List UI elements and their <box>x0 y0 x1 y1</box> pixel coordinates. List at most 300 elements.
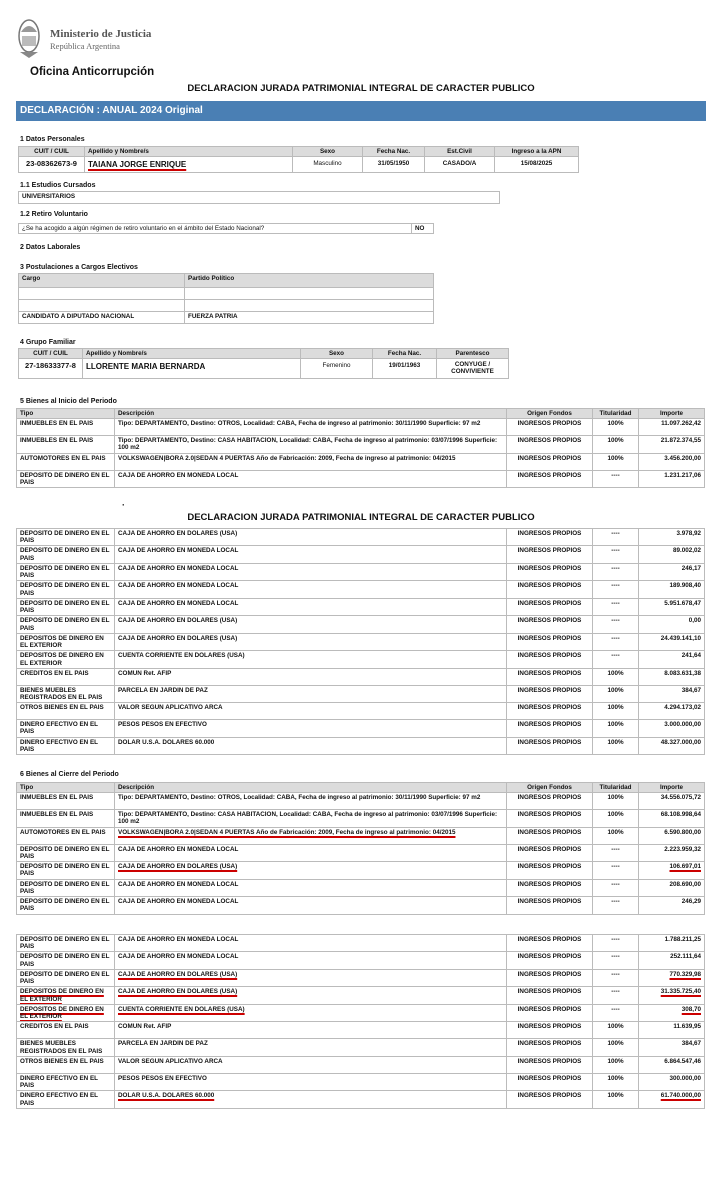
tipo-cell-text: DINERO EFECTIVO EN EL PAIS <box>20 721 98 736</box>
descripcion-cell <box>115 598 507 615</box>
descripcion-cell-text: PESOS PESOS EN EFECTIVO <box>118 721 207 729</box>
col-est-civil: Est.Civil <box>425 147 495 157</box>
importe-cell-text: 8.083.631,38 <box>664 669 701 677</box>
origen-cell <box>507 810 593 827</box>
titularidad-cell <box>593 436 639 453</box>
table-row <box>17 844 705 861</box>
titularidad-cell-text: 100% <box>607 420 624 428</box>
table-row <box>17 470 705 487</box>
tipo-cell <box>17 737 115 754</box>
parentesco-line2: CONVIVIENTE <box>451 368 494 376</box>
importe-cell <box>639 598 705 615</box>
descripcion-cell-text: CAJA DE AHORRO EN MONEDA LOCAL <box>118 953 239 961</box>
tipo-cell <box>17 793 115 810</box>
descripcion-cell <box>115 737 507 754</box>
origen-cell-text: INGRESOS PROPIOS <box>517 530 582 537</box>
titularidad-cell <box>593 1004 639 1021</box>
origen-cell-text: INGRESOS PROPIOS <box>517 1074 582 1082</box>
origen-cell-text: INGRESOS PROPIOS <box>517 634 582 642</box>
titularidad-cell-text: 100% <box>607 828 624 836</box>
descripcion-cell-text: Tipo: DEPARTAMENTO, Destino: CASA HABITACION, Localidad: CABA, Fecha de ingreso al patrimonio: 03/07/1996 Superficie: 100 m2 <box>118 437 498 452</box>
descripcion-cell-text: CAJA DE AHORRO EN MONEDA LOCAL <box>118 880 239 888</box>
importe-cell <box>639 793 705 810</box>
origen-cell <box>507 581 593 598</box>
titularidad-cell-text: ---- <box>611 880 620 888</box>
col-tipo: Tipo <box>17 409 115 419</box>
col-fecha-familiar: Fecha Nac. <box>373 349 437 359</box>
col-titularidad: Titularidad <box>593 409 639 419</box>
descripcion-cell-text: CAJA DE AHORRO EN MONEDA LOCAL <box>118 936 239 943</box>
descripcion-cell-text: CAJA DE AHORRO EN DOLARES (USA) <box>118 970 238 978</box>
titularidad-cell <box>593 1073 639 1090</box>
datos-personales-table <box>18 146 579 173</box>
tipo-cell-text: INMUEBLES EN EL PAIS <box>20 420 94 428</box>
section-postulaciones: 3 Postulaciones a Cargos Electivos <box>20 264 138 271</box>
titularidad-cell <box>593 581 639 598</box>
cuit-value: 23-08362673-9 <box>19 157 85 173</box>
importe-cell <box>639 563 705 580</box>
bienes-inicio-continued-body <box>17 529 705 755</box>
table-row <box>17 969 705 986</box>
descripcion-cell <box>115 1004 507 1021</box>
tipo-cell <box>17 419 115 436</box>
origen-cell-text: INGRESOS PROPIOS <box>517 704 582 712</box>
origen-cell-text: INGRESOS PROPIOS <box>517 582 582 590</box>
section-datos-personales: 1 Datos Personales <box>20 136 85 143</box>
importe-cell <box>639 703 705 720</box>
importe-cell-text: 68.108.998,64 <box>660 811 701 819</box>
table-row <box>17 668 705 685</box>
importe-cell-text: 384,67 <box>681 686 701 694</box>
origen-cell <box>507 987 593 1004</box>
titularidad-cell <box>593 969 639 986</box>
descripcion-cell-text: CAJA DE AHORRO EN DOLARES (USA) <box>118 634 238 642</box>
section-bienes-inicio: 5 Bienes al Inicio del Periodo <box>20 398 117 405</box>
importe-cell-text: 0,00 <box>688 617 701 625</box>
col-sexo-familiar: Sexo <box>301 349 373 359</box>
retiro-answer: NO <box>412 224 434 234</box>
titularidad-cell-text: ---- <box>611 936 620 943</box>
importe-cell-text: 3.978,92 <box>676 530 701 537</box>
descripcion-cell <box>115 470 507 487</box>
origen-cell-text: INGRESOS PROPIOS <box>517 1092 582 1100</box>
descripcion-cell <box>115 862 507 879</box>
descripcion-cell-text: DOLAR U.S.A. DOLARES 60.000 <box>118 1092 215 1100</box>
partido-value: FUERZA PATRIA <box>185 312 434 324</box>
table-row <box>17 935 705 952</box>
titularidad-cell <box>593 419 639 436</box>
table-row <box>17 581 705 598</box>
titularidad-cell <box>593 1039 639 1056</box>
origen-cell-text: INGRESOS PROPIOS <box>517 1040 582 1048</box>
col-origen-cierre: Origen Fondos <box>507 783 593 793</box>
titularidad-cell-text: ---- <box>611 530 620 537</box>
retiro-question: ¿Se ha acogido a algún régimen de retiro voluntario en el ámbito del Estado Nacional? <box>19 224 412 234</box>
table-row <box>17 720 705 737</box>
descripcion-cell-text: DOLAR U.S.A. DOLARES 60.000 <box>118 738 215 746</box>
fecha-familiar-value: 19/01/1963 <box>373 359 437 378</box>
tipo-cell <box>17 862 115 879</box>
descripcion-cell <box>115 546 507 563</box>
table-row <box>17 633 705 650</box>
tipo-cell-text: DINERO EFECTIVO EN EL PAIS <box>20 1074 98 1090</box>
table-row <box>17 616 705 633</box>
origen-cell <box>507 844 593 861</box>
descripcion-cell <box>115 969 507 986</box>
importe-cell <box>639 529 705 546</box>
bienes-inicio-body <box>17 419 705 488</box>
importe-cell <box>639 987 705 1004</box>
col-titularidad-cierre: Titularidad <box>593 783 639 793</box>
descripcion-cell-text: CAJA DE AHORRO EN DOLARES (USA) <box>118 988 238 996</box>
importe-cell-text: 11.097.262,42 <box>661 420 701 428</box>
origen-cell <box>507 935 593 952</box>
col-importe-cierre: Importe <box>639 783 705 793</box>
descripcion-cell <box>115 827 507 844</box>
origen-cell-text: INGRESOS PROPIOS <box>517 970 582 978</box>
importe-cell-text: 208.690,00 <box>669 880 701 888</box>
titularidad-cell <box>593 793 639 810</box>
ingreso-apn-value: 15/08/2025 <box>495 157 579 173</box>
tipo-cell <box>17 879 115 896</box>
tipo-cell <box>17 969 115 986</box>
importe-cell-text: 34.556.075,72 <box>660 794 701 802</box>
tipo-cell <box>17 546 115 563</box>
tipo-cell-text: DEPOSITO DE DINERO EN EL PAIS <box>20 970 110 986</box>
tipo-cell <box>17 598 115 615</box>
importe-cell <box>639 581 705 598</box>
importe-cell-text: 11.639,95 <box>673 1023 701 1031</box>
importe-cell <box>639 616 705 633</box>
titularidad-cell <box>593 987 639 1004</box>
tipo-cell <box>17 827 115 844</box>
descripcion-cell-text: VOLKSWAGEN|BORA 2.0|SEDAN 4 PUERTAS Año de Fabricación: 2009, Fecha de ingreso al patrimonio: 04/2015 <box>118 828 456 836</box>
descripcion-cell <box>115 952 507 969</box>
origen-cell <box>507 685 593 702</box>
titularidad-cell <box>593 862 639 879</box>
estudios-value: UNIVERSITARIOS <box>19 192 500 204</box>
tipo-cell <box>17 720 115 737</box>
importe-cell <box>639 1056 705 1073</box>
descripcion-cell <box>115 581 507 598</box>
titularidad-cell <box>593 616 639 633</box>
titularidad-cell-text: 100% <box>607 794 624 802</box>
table-row <box>17 546 705 563</box>
descripcion-cell-text: PESOS PESOS EN EFECTIVO <box>118 1074 207 1082</box>
postulacion-empty-1b <box>185 288 434 300</box>
origen-cell-text: INGRESOS PROPIOS <box>517 880 582 888</box>
descripcion-cell-text: Tipo: DEPARTAMENTO, Destino: OTROS, Localidad: CABA, Fecha de ingreso al patrimonio: 30/11/1990 Superficie: 97 m2 <box>118 420 481 428</box>
titularidad-cell-text: ---- <box>611 863 620 871</box>
tipo-cell-text: DEPOSITO DE DINERO EN EL PAIS <box>20 953 110 968</box>
ministry-logo <box>18 14 40 60</box>
postulacion-empty-2a <box>19 300 185 312</box>
titularidad-cell-text: ---- <box>611 564 620 572</box>
tipo-cell-text: DEPOSITO DE DINERO EN EL PAIS <box>20 617 110 632</box>
importe-cell <box>639 651 705 668</box>
titularidad-cell <box>593 453 639 470</box>
importe-cell-text: 3.000.000,00 <box>664 721 701 729</box>
table-row <box>17 1056 705 1073</box>
declaration-banner-text: DECLARACIÓN : ANUAL 2024 Original <box>20 105 203 116</box>
table-row <box>17 897 705 914</box>
origen-cell-text: INGRESOS PROPIOS <box>517 686 582 694</box>
col-fecha-nac: Fecha Nac. <box>363 147 425 157</box>
importe-cell-text: 89.002,02 <box>672 547 701 555</box>
tipo-cell <box>17 1039 115 1056</box>
tipo-cell-text: DEPOSITO DE DINERO EN EL PAIS <box>20 863 110 878</box>
tipo-cell-text: OTROS BIENES EN EL PAIS <box>20 1057 104 1065</box>
titularidad-cell-text: 100% <box>607 686 624 694</box>
origen-cell <box>507 827 593 844</box>
origen-cell <box>507 633 593 650</box>
titularidad-cell <box>593 827 639 844</box>
titularidad-cell <box>593 546 639 563</box>
origen-cell-text: INGRESOS PROPIOS <box>517 738 582 746</box>
titularidad-cell-text: ---- <box>611 634 620 642</box>
origen-cell-text: INGRESOS PROPIOS <box>517 898 582 906</box>
bienes-inicio-table <box>16 408 705 488</box>
importe-cell <box>639 1091 705 1108</box>
tipo-cell <box>17 1091 115 1108</box>
titularidad-cell <box>593 685 639 702</box>
titularidad-cell-text: ---- <box>611 988 620 996</box>
importe-cell <box>639 827 705 844</box>
importe-cell <box>639 419 705 436</box>
titularidad-cell-text: 100% <box>607 1092 624 1100</box>
origen-cell-text: INGRESOS PROPIOS <box>517 669 582 677</box>
importe-cell-text: 241,64 <box>681 652 701 660</box>
importe-cell <box>639 1004 705 1021</box>
table-row <box>17 1039 705 1056</box>
origen-cell-text: INGRESOS PROPIOS <box>517 1057 582 1065</box>
tipo-cell <box>17 1004 115 1021</box>
importe-cell <box>639 969 705 986</box>
descripcion-cell <box>115 879 507 896</box>
sexo-familiar-value: Femenino <box>301 359 373 378</box>
tipo-cell <box>17 685 115 702</box>
table-row <box>17 810 705 827</box>
tipo-cell <box>17 668 115 685</box>
tipo-cell-text: AUTOMOTORES EN EL PAIS <box>20 454 106 462</box>
tipo-cell <box>17 935 115 952</box>
titularidad-cell <box>593 668 639 685</box>
origen-cell <box>507 563 593 580</box>
tipo-cell-text: INMUEBLES EN EL PAIS <box>20 794 94 802</box>
tipo-cell <box>17 563 115 580</box>
descripcion-cell <box>115 1022 507 1039</box>
titularidad-cell-text: ---- <box>611 652 620 660</box>
importe-cell <box>639 633 705 650</box>
estudios-table <box>18 191 500 204</box>
origen-cell <box>507 1004 593 1021</box>
table-row <box>17 1022 705 1039</box>
titularidad-cell <box>593 897 639 914</box>
tipo-cell <box>17 616 115 633</box>
importe-cell-text: 4.294.173,02 <box>664 704 701 712</box>
importe-cell <box>639 436 705 453</box>
titularidad-cell-text: 100% <box>607 738 624 746</box>
titularidad-cell-text: 100% <box>607 669 624 677</box>
descripcion-cell <box>115 793 507 810</box>
bienes-cierre-continued-body <box>17 935 705 1109</box>
col-origen: Origen Fondos <box>507 409 593 419</box>
section-retiro: 1.2 Retiro Voluntario <box>20 211 88 218</box>
descripcion-cell-text: COMUN Ret. AFIP <box>118 1023 172 1031</box>
nombre-text: TAIANA JORGE ENRIQUE <box>88 160 187 170</box>
titularidad-cell-text: ---- <box>611 845 620 853</box>
descripcion-cell <box>115 703 507 720</box>
titularidad-cell-text: ---- <box>611 547 620 555</box>
importe-cell <box>639 1073 705 1090</box>
descripcion-cell-text: PARCELA EN JARDIN DE PAZ <box>118 686 208 694</box>
tipo-cell <box>17 1022 115 1039</box>
descripcion-cell-text: CAJA DE AHORRO EN DOLARES (USA) <box>118 530 238 537</box>
origen-cell-text: INGRESOS PROPIOS <box>517 564 582 572</box>
origen-cell-text: INGRESOS PROPIOS <box>517 1023 582 1031</box>
titularidad-cell <box>593 737 639 754</box>
tipo-cell-text: DEPOSITO DE DINERO EN EL PAIS <box>20 530 110 545</box>
tipo-cell <box>17 897 115 914</box>
titularidad-cell-text: ---- <box>611 970 620 978</box>
origen-cell <box>507 737 593 754</box>
descripcion-cell-text: Tipo: DEPARTAMENTO, Destino: CASA HABITACION, Localidad: CABA, Fecha de ingreso al patrimonio: 03/07/1996 Superficie: 100 m2 <box>118 811 498 826</box>
col-cargo: Cargo <box>19 274 185 288</box>
importe-cell <box>639 546 705 563</box>
origen-cell <box>507 436 593 453</box>
origen-cell <box>507 703 593 720</box>
origen-cell <box>507 793 593 810</box>
tipo-cell <box>17 1073 115 1090</box>
titularidad-cell <box>593 470 639 487</box>
table-row <box>17 685 705 702</box>
col-tipo-cierre: Tipo <box>17 783 115 793</box>
titularidad-cell-text: 100% <box>607 1040 624 1048</box>
titularidad-cell-text: 100% <box>607 454 624 462</box>
importe-cell-text: 21.872.374,55 <box>660 437 701 445</box>
descripcion-cell-text: CAJA DE AHORRO EN MONEDA LOCAL <box>118 898 239 906</box>
descripcion-cell <box>115 563 507 580</box>
importe-cell <box>639 862 705 879</box>
importe-cell-text: 2.223.959,32 <box>664 845 701 853</box>
tipo-cell <box>17 453 115 470</box>
origen-cell-text: INGRESOS PROPIOS <box>517 437 582 445</box>
sexo-value: Masculino <box>293 157 363 173</box>
descripcion-cell-text: CAJA DE AHORRO EN MONEDA LOCAL <box>118 845 239 853</box>
descripcion-cell <box>115 419 507 436</box>
table-row <box>17 436 705 453</box>
origen-cell <box>507 529 593 546</box>
origen-cell <box>507 546 593 563</box>
origen-cell <box>507 668 593 685</box>
titularidad-cell-text: ---- <box>611 1005 620 1013</box>
importe-cell-text: 3.456.200,00 <box>664 454 701 462</box>
titularidad-cell-text: 100% <box>607 1057 624 1065</box>
ministry-name: Ministerio de Justicia <box>50 28 152 40</box>
importe-cell-text: 5.951.678,47 <box>664 599 701 607</box>
tipo-cell-text: DEPOSITO DE DINERO EN EL PAIS <box>20 880 110 895</box>
col-descripcion-cierre: Descripción <box>115 783 507 793</box>
descripcion-cell <box>115 1073 507 1090</box>
descripcion-cell <box>115 633 507 650</box>
section-estudios: 1.1 Estudios Cursados <box>20 182 96 189</box>
origen-cell-text: INGRESOS PROPIOS <box>517 794 582 802</box>
cargo-value: CANDIDATO A DIPUTADO NACIONAL <box>19 312 185 324</box>
origen-cell <box>507 1073 593 1090</box>
descripcion-cell-text: CAJA DE AHORRO EN MONEDA LOCAL <box>118 599 239 607</box>
origen-cell-text: INGRESOS PROPIOS <box>517 454 582 462</box>
origen-cell-text: INGRESOS PROPIOS <box>517 1005 582 1013</box>
origen-cell-text: INGRESOS PROPIOS <box>517 721 582 729</box>
importe-cell-text: 1.231.217,06 <box>664 471 701 479</box>
table-row <box>17 793 705 810</box>
descripcion-cell-text: VALOR SEGUN APLICATIVO ARCA <box>118 1057 223 1065</box>
tipo-cell-text: DEPOSITO DE DINERO EN EL PAIS <box>20 845 110 860</box>
origen-cell <box>507 952 593 969</box>
descripcion-cell-text: CAJA DE AHORRO EN MONEDA LOCAL <box>118 582 239 590</box>
table-row <box>17 651 705 668</box>
origen-cell <box>507 616 593 633</box>
importe-cell-text: 252.111,64 <box>670 953 701 961</box>
document-title-page2: DECLARACION JURADA PATRIMONIAL INTEGRAL DE CARACTER PUBLICO <box>187 512 535 523</box>
origen-cell-text: INGRESOS PROPIOS <box>517 652 582 660</box>
retiro-table <box>18 223 434 234</box>
origen-cell-text: INGRESOS PROPIOS <box>517 828 582 836</box>
tipo-cell <box>17 703 115 720</box>
titularidad-cell <box>593 651 639 668</box>
descripcion-cell <box>115 529 507 546</box>
table-row <box>17 419 705 436</box>
titularidad-cell-text: ---- <box>611 471 620 479</box>
country-name: República Argentina <box>50 41 120 51</box>
tipo-cell-text: INMUEBLES EN EL PAIS <box>20 811 94 819</box>
titularidad-cell <box>593 633 639 650</box>
bienes-cierre-body <box>17 793 705 914</box>
origen-cell <box>507 862 593 879</box>
importe-cell-text: 308,70 <box>681 1005 701 1013</box>
titularidad-cell <box>593 1091 639 1108</box>
origen-cell-text: INGRESOS PROPIOS <box>517 617 582 625</box>
titularidad-cell <box>593 952 639 969</box>
origen-cell <box>507 470 593 487</box>
tipo-cell-text: DEPOSITOS DE DINERO EN EL EXTERIOR <box>20 652 104 667</box>
origen-cell <box>507 651 593 668</box>
tipo-cell <box>17 651 115 668</box>
titularidad-cell-text: ---- <box>611 898 620 906</box>
importe-cell-text: 24.439.141,10 <box>660 634 701 642</box>
tipo-cell-text: DEPOSITOS DE DINERO EN EL EXTERIOR <box>20 634 104 650</box>
tipo-cell-text: CREDITOS EN EL PAIS <box>20 1023 89 1031</box>
tipo-cell-text: OTROS BIENES EN EL PAIS <box>20 704 104 712</box>
origen-cell <box>507 897 593 914</box>
importe-cell <box>639 935 705 952</box>
origen-cell <box>507 1022 593 1039</box>
tipo-cell-text: DINERO EFECTIVO EN EL PAIS <box>20 1092 98 1107</box>
tipo-cell <box>17 633 115 650</box>
bienes-cierre-continued-table <box>16 934 705 1109</box>
descripcion-cell-text: VALOR SEGUN APLICATIVO ARCA <box>118 704 223 712</box>
titularidad-cell-text: 100% <box>607 1074 624 1082</box>
tipo-cell-text: INMUEBLES EN EL PAIS <box>20 437 94 445</box>
titularidad-cell <box>593 810 639 827</box>
titularidad-cell-text: 100% <box>607 721 624 729</box>
tipo-cell-text: DEPOSITO DE DINERO EN EL PAIS <box>20 471 110 486</box>
tipo-cell <box>17 987 115 1004</box>
descripcion-cell-text: CUENTA CORRIENTE EN DOLARES (USA) <box>118 1005 245 1013</box>
col-importe: Importe <box>639 409 705 419</box>
tipo-cell-text: DEPOSITO DE DINERO EN EL PAIS <box>20 599 110 615</box>
descripcion-cell-text: COMUN Ret. AFIP <box>118 669 172 677</box>
